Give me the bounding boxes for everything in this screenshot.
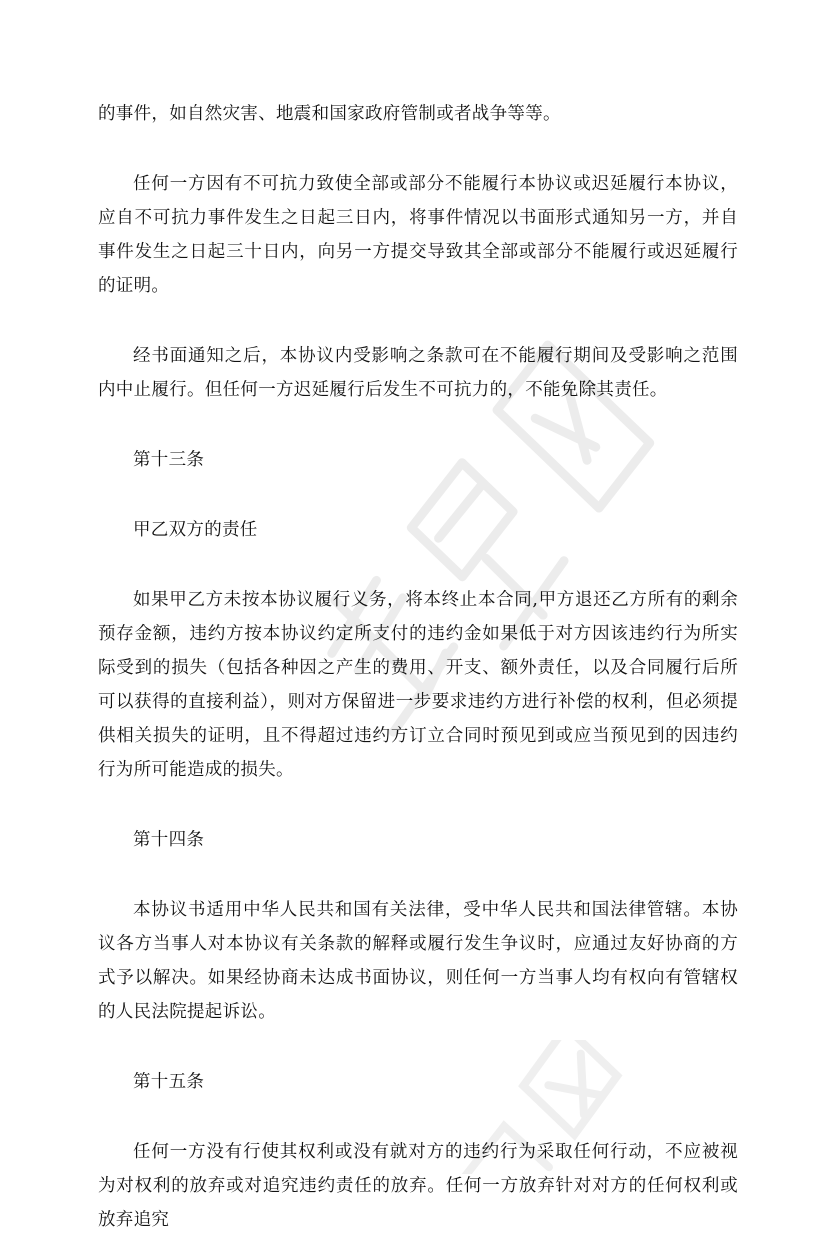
article-13-title: 甲乙双方的责任 [133,520,258,540]
article-14-heading: 第十四条 [133,830,205,850]
document-body [98,97,738,1237]
article-14-body: 本协议书适用中华人民共和国有关法律，受中华人民共和国法律管辖。本协议各方当事人对本协议有关条款的解释或履行发生争议时，应通过友好协商的方式予以解决。如果经协商未达成书面协议，则任何一方当事人均有权向有管辖权的人民法院提起诉讼。 [98,900,738,1022]
paragraph-force-majeure-notice: 任何一方因有不可抗力致使全部或部分不能履行本协议或迟延履行本协议，应自不可抗力事件发生之日起三日内，将事件情况以书面形式通知另一方，并自事件发生之日起三十日内，向另一方提交导致其全部或部分不能履行或迟延履行的证明。 [98,174,738,296]
article-13-heading: 第十三条 [133,450,205,470]
article-15-heading: 第十五条 [133,1072,205,1092]
article-13-body: 如果甲乙方未按本协议履行义务，将本终止本合同,甲方退还乙方所有的剩余预存金额，违约方按本协议约定所支付的违约金如果低于对方因该违约行为所实际受到的损失（包括各种因之产生的费用、开支、额外责任，以及合同履行后所可以获得的直接利益），则对方保留进一步要求违约方进行补偿的权利，但必须提供相关损失的证明，且不得超过违约方订立合同时预见到或应当预见到的因违约行为所可能造成的损失。 [98,590,738,780]
article-15-body: 任何一方没有行使其权利或没有就对方的违约行为采取任何行动，不应被视为对权利的放弃或对追究违约责任的放弃。任何一方放弃针对对方的任何权利或放弃追究 [98,1142,738,1230]
paragraph-force-majeure-end: 的事件，如自然灾害、地震和国家政府管制或者战争等等。 [98,104,561,124]
paragraph-force-majeure-suspension: 经书面通知之后，本协议内受影响之条款可在不能履行期间及受影响之范围内中止履行。但任何一方迟延履行后发生不可抗力的，不能免除其责任。 [98,346,738,400]
